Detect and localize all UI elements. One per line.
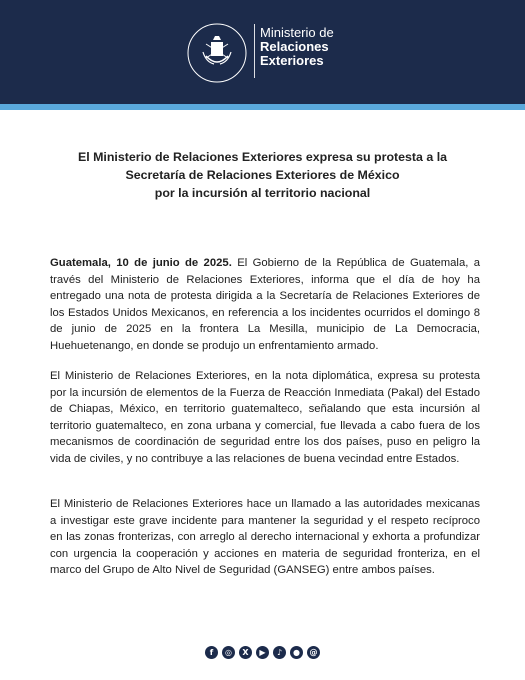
title-line-2: Secretaría de Relaciones Exteriores de México: [125, 168, 400, 182]
title-line-1: El Ministerio de Relaciones Exteriores expresa su protesta a la: [77, 150, 448, 164]
header-divider: [254, 24, 255, 78]
social-icons: [0, 646, 525, 662]
instagram-icon[interactable]: ◎: [222, 646, 235, 659]
page-header: [0, 0, 525, 104]
ministry-line-1: Ministerio de: [260, 25, 334, 40]
flickr-icon[interactable]: ●: [290, 646, 303, 659]
document-title: [40, 148, 485, 202]
facebook-icon[interactable]: f: [205, 646, 218, 659]
tiktok-icon[interactable]: ♪: [273, 646, 286, 659]
header-accent-strip: [0, 104, 525, 110]
paragraph-2: El Ministerio de Relaciones Exteriores, en la nota diplomática, expresa su protesta por la incursión de elementos de la Fuerza de Reacción Inmediata (Pakal) del Estado de Chiapas, México, en territorio guatemalteco, señalando que esta incursión al territorio guatemalteco, en zona urbana y comercial, fue llevada a cabo fuera de los mecanismos de coordinación de seguridad entre los dos países, puso en peligro la vida de civiles, y no contribuye a las relaciones de buena vecindad entre Estados.: [50, 370, 480, 465]
guatemala-seal-icon: [186, 22, 248, 84]
paragraph-3: El Ministerio de Relaciones Exteriores hace un llamado a las autoridades mexicanas a investigar este grave incidente para mantener la seguridad y el respeto recíproco en las zonas fronterizas, con arreglo al derecho internacional y exhorta a profundizar con urgencia la cooperación y acciones en materia de seguridad fronteriza, en el marco del Grupo de Alto Nivel de Seguridad (GANSEG) entre ambos países.: [50, 498, 480, 577]
title-line-3: por la incursión al territorio nacional: [154, 186, 371, 200]
paragraph-1-text: El Gobierno de la República de Guatemala, a través del Ministerio de Relaciones Exteriores, informa que el día de hoy ha entregado una nota de protesta dirigida a la Secretaría de Relaciones Exteriores de los Estados Unidos Mexicanos, en referencia a los incidentes ocurridos el domingo 8 de junio de 2025 en la frontera La Mesilla, municipio de La Democracia, Huehuetenango, en donde se produjo un enfrentamiento armado.: [50, 257, 480, 352]
youtube-icon[interactable]: ▶: [256, 646, 269, 659]
ministry-line-3: Exteriores: [260, 53, 324, 68]
threads-icon[interactable]: @: [307, 646, 320, 659]
paragraph-1: [50, 255, 480, 355]
x-icon[interactable]: X: [239, 646, 252, 659]
dateline: Guatemala, 10 de junio de 2025.: [50, 257, 232, 269]
ministry-name: [260, 26, 334, 68]
ministry-line-2: Relaciones: [260, 39, 329, 54]
